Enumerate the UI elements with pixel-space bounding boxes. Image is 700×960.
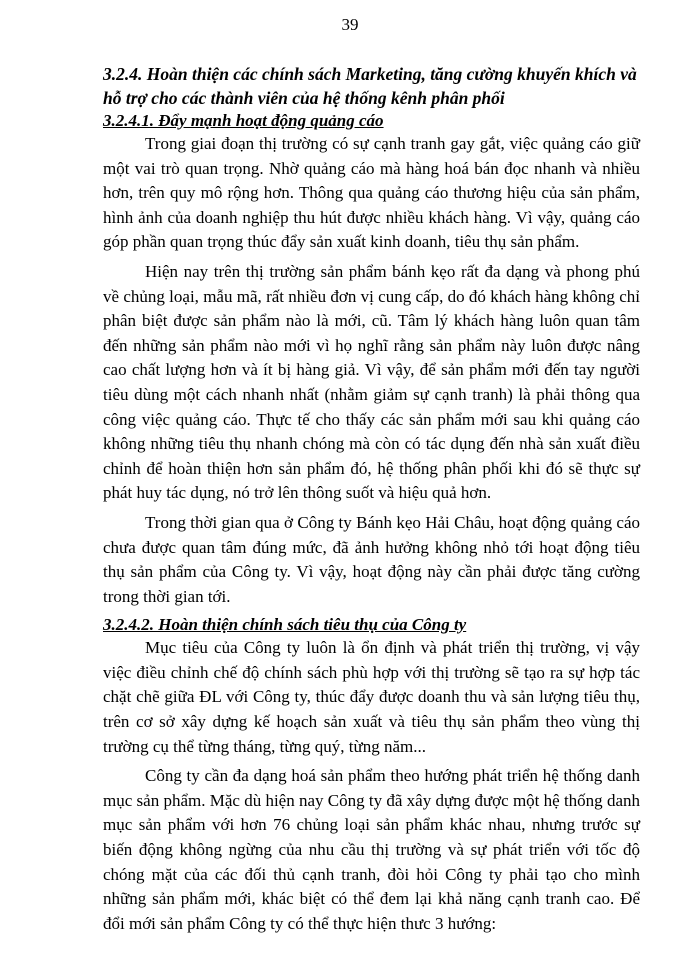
paragraph: Công ty cần đa dạng hoá sản phẩm theo hướng phát triển hệ thống danh mục sản phẩm. Mặc dù hiện nay Công ty đã xây dựng được một hệ thống danh mục sản phẩm với hơn 76 chủng loại sản phẩm khác nhau, nhưng trước sự biến động không ngừng của nhu cầu thị trường và sự phát triển với tốc độ chóng mặt của các đối thủ cạnh tranh, đòi hỏi Công ty phải tạo cho mình những sản phẩm mới, khác biệt có thể đem lại khả năng cạnh tranh cao. Để đổi mới sản phẩm Công ty có thể thực hiện thưc 3 hướng: <box>103 766 640 933</box>
paragraph: Mục tiêu của Công ty luôn là ổn định và phát triển thị trường, vị vậy việc điều chỉnh chế độ chính sách phù hợp với thị trường sẽ tạo ra sự hợp tác chặt chẽ giữa ĐL với Công ty, thúc đẩy được doanh thu và sản lượng tiêu thụ, trên cơ sở xây dựng kế hoạch sản xuất và tiêu thụ sản phẩm theo vùng thị trường cụ thể từng tháng, từng quý, từng năm... <box>103 638 640 756</box>
subsection-heading-sales-policy: 3.2.4.2. Hoàn thiện chính sách tiêu thụ của Công ty <box>103 615 467 635</box>
section-heading: 3.2.4. Hoàn thiện các chính sách Marketing, tăng cường khuyến khích và hỗ trợ cho các thành viên của hệ thống kênh phân phối <box>103 64 637 108</box>
paragraph: Trong giai đoạn thị trường có sự cạnh tranh gay gắt, việc quảng cáo giữ một vai trò quan trọng. Nhờ quảng cáo mà hàng hoá bán đọc nhanh và nhiều hơn, trên quy mô rộng hơn. Thông qua quảng cáo thương hiệu của sản phẩm, hình ảnh của doanh nghiệp thu hút được nhiều khách hàng. Vì vậy, quảng cáo góp phần quan trọng thúc đẩy sản xuất kinh doanh, tiêu thụ sản phẩm. <box>103 134 640 252</box>
paragraph: Hiện nay trên thị trường sản phẩm bánh kẹo rất đa dạng và phong phú về chủng loại, mẫu mã, rất nhiều đơn vị cung cấp, do đó khách hàng không chỉ phân biệt được sản phẩm nào là mới, cũ. Tâm lý khách hàng luôn quan tâm đến những sản phẩm nào mới vì họ nghĩ rằng sản phẩm này luôn được nâng cao chất lượng hơn và ít bị hàng giả. Vì vậy, để sản phẩm mới đến tay người tiêu dùng một cách nhanh nhất (nhằm giảm sự cạnh tranh) là phải thông qua công việc quảng cáo. Thực tế cho thấy các sản phẩm mới sau khi quảng cáo không những tiêu thụ nhanh chóng mà còn có tác dụng đến nhà sản xuất điều chỉnh để hoàn thiện hơn sản phẩm đó, hệ thống phân phối khi đó sẽ thực sự phát huy tác dụng, nó trở lên thông suốt và hiệu quả hơn. <box>103 261 640 503</box>
page-content <box>103 62 640 941</box>
paragraph: Trong thời gian qua ở Công ty Bánh kẹo Hải Châu, hoạt động quảng cáo chưa được quan tâm đúng mức, đã ảnh hưởng không nhỏ tới hoạt động tiêu thụ sản phẩm của Công ty. Vì vậy, hoạt động này cần phải được tăng cường trong thời gian tới. <box>103 512 640 606</box>
subsection-heading-advertising: 3.2.4.1. Đẩy mạnh hoạt động quảng cáo <box>103 111 384 130</box>
page-number: 39 <box>341 15 359 34</box>
